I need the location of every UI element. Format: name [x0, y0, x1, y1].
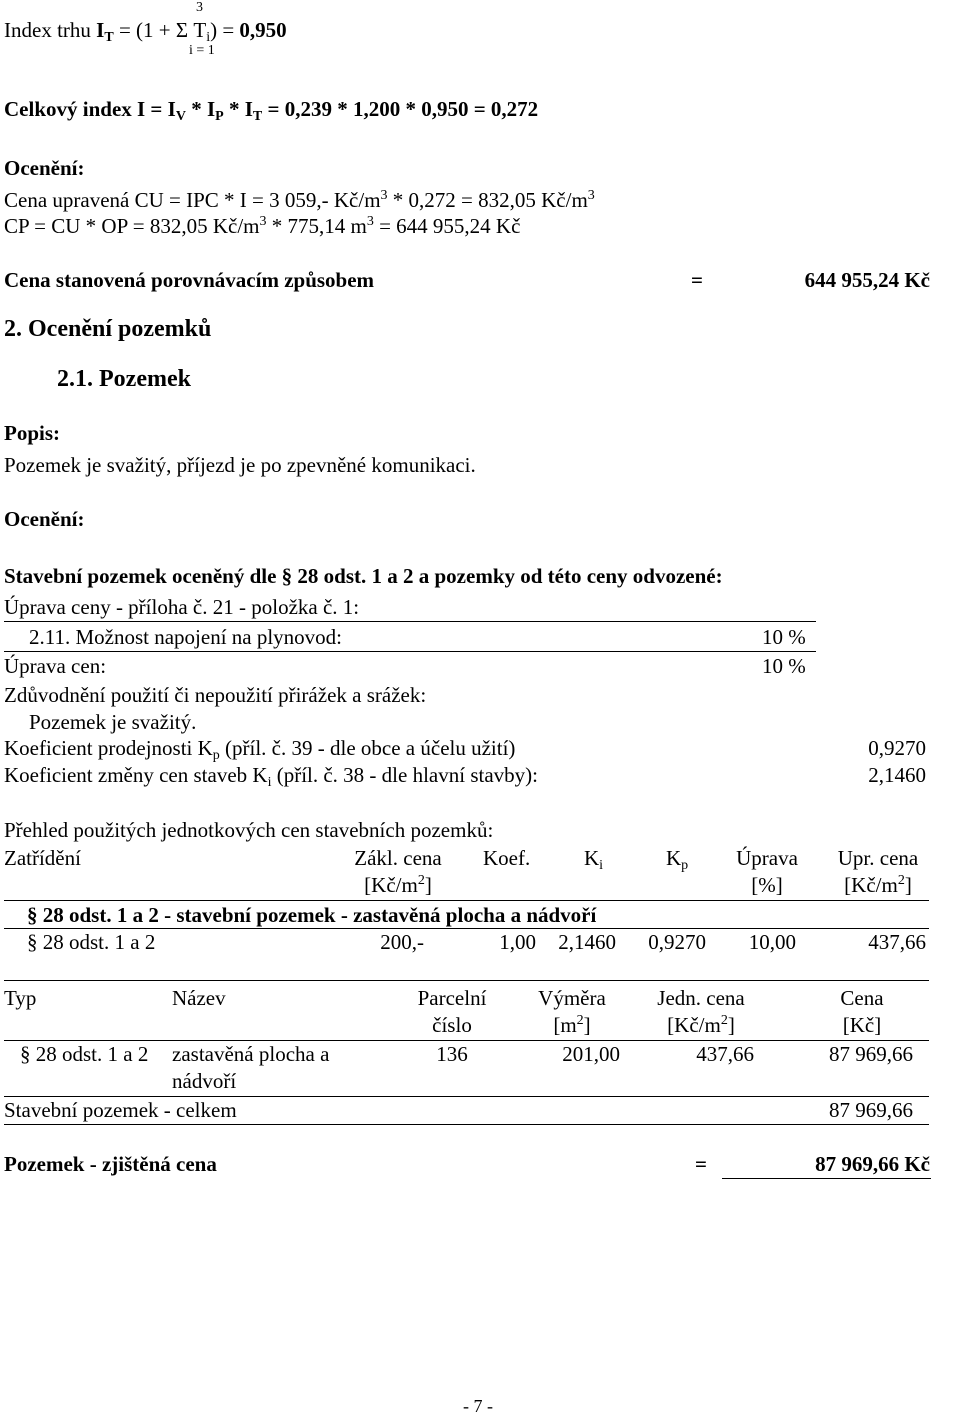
- table2-total-label: Stavební pozemek - celkem: [4, 1098, 237, 1122]
- table-row-ki: 2,1460: [558, 930, 616, 954]
- uprava-cen-label: Úprava cen:: [4, 654, 107, 678]
- table-row-upr: 437,66: [868, 930, 926, 954]
- col-jedn-cena: Jedn. cena: [657, 986, 745, 1010]
- divider: [4, 621, 816, 622]
- zduvodneni-line: Zdůvodnění použití či nepoužití přirážek a srážek:: [4, 683, 427, 707]
- col-zakl-cena-unit: $[Kč/m^2]$: [364, 873, 432, 897]
- table2-row-cena: 87 969,66: [829, 1042, 913, 1066]
- table-row-zatrideni: § 28 odst. 1 a 2: [27, 930, 156, 954]
- table-row-uprava: 10,00: [748, 930, 796, 954]
- col-kp: $K_p$: [666, 846, 689, 873]
- koeficient-prodejnosti-value: 0,9270: [868, 736, 926, 760]
- col-cena: Cena: [840, 986, 884, 1010]
- zjistena-cena-value: 87 969,66 Kč: [815, 1152, 930, 1176]
- cena-stanovena-eq: =: [691, 268, 703, 292]
- cp-line: CP = CU * OP = 832,05 $Kč/m^3 * 775,14$ $m^3 = 644$ 955,24 Kč: [4, 214, 521, 238]
- paragraph-symbol: §: [281, 564, 293, 588]
- page-number: - 7 -: [463, 1396, 493, 1416]
- zjistena-cena-label: Pozemek - zjištěná cena: [4, 1152, 217, 1176]
- col-typ: Typ: [4, 986, 37, 1010]
- col-parcelni-2: číslo: [432, 1013, 472, 1037]
- popis-text: Pozemek je svažitý, příjezd je po zpevněné komunikaci.: [4, 453, 476, 477]
- koeficient-zmeny-value: 2,1460: [868, 763, 926, 787]
- col-nazev: Název: [172, 986, 226, 1010]
- cena-stanovena-value: 644 955,24 Kč: [804, 268, 930, 292]
- index-trhu-value: 0,950: [239, 18, 287, 42]
- zjistena-cena-underline: [722, 1178, 931, 1179]
- section-title-oceneni-pozemku: 2. Ocenění pozemků: [4, 316, 212, 342]
- col-parcelni: Parcelní: [417, 986, 487, 1010]
- col-vymera-unit: $[m^2]$: [553, 1013, 591, 1037]
- table2-row-typ: § 28 odst. 1 a 2: [20, 1042, 149, 1066]
- cena-upravena-line: Cena upravená CU = IPC * I = 3 059,- $Kč/m^3 * 0,272 = 832,05$ $Kč/m^3$: [4, 188, 595, 212]
- group-row: § 28 odst. 1 a 2 - stavební pozemek - zastavěná plocha a nádvoří: [27, 903, 597, 927]
- col-uprava-unit: [%]: [751, 873, 783, 897]
- table2-row-jedn: 437,66: [696, 1042, 754, 1066]
- svazity-line: Pozemek je svažitý.: [29, 710, 197, 734]
- col-zatrideni: Zatřídění: [4, 846, 81, 870]
- col-jedn-cena-unit: $[Kč/m^2]$: [667, 1013, 735, 1037]
- table2-total-value: 87 969,66: [829, 1098, 913, 1122]
- col-upr-cena-unit: $[Kč/m^2]$: [844, 873, 912, 897]
- subsection-title-pozemek: 2.1. Pozemek: [57, 366, 191, 392]
- uprava-cen-value: 10 %: [762, 654, 806, 678]
- table2-header-divider: [4, 1040, 929, 1041]
- popis-heading: Popis:: [4, 421, 61, 445]
- table2-row-parcelni: 136: [436, 1042, 468, 1066]
- col-vymera: Výměra: [538, 986, 606, 1010]
- col-zakl-cena: Zákl. cena: [354, 846, 442, 870]
- koeficient-prodejnosti-line: Koeficient prodejnosti $K_p$ (příl. č. 39 - dle obce a účelu užití): [4, 736, 516, 763]
- table2-row-vymera: 201,00: [562, 1042, 620, 1066]
- col-koef: Koef.: [483, 846, 531, 870]
- sigma-lower-limit: i = 1: [189, 43, 215, 58]
- oceneni-heading-1: Ocenění:: [4, 156, 85, 180]
- group-divider: [4, 928, 929, 929]
- sigma-upper-limit: 3: [196, 0, 203, 15]
- table2-row-nazev: zastavěná plocha a: [172, 1042, 330, 1066]
- col-upr-cena: Upr. cena: [837, 846, 919, 870]
- uprava-ceny-line: Úprava ceny - příloha č. 21 - položka č. 1:: [4, 595, 360, 619]
- cena-stanovena-label: Cena stanovená porovnávacím způsobem: [4, 268, 375, 292]
- stavebni-pozemek-line: Stavební pozemek oceněný dle § 28 odst. 1 a 2 a pozemky od této ceny odvozené:: [4, 564, 723, 588]
- koeficient-zmeny-line: Koeficient změny cen staveb $K_i$ (příl. č. 38 - dle hlavní stavby):: [4, 763, 538, 790]
- index-trhu-line: Index trhu $I_T = (1 + \Sigma$ $T_i) = 0,950$: [4, 18, 287, 45]
- table2-bottom-rule: [4, 1124, 929, 1125]
- table-row-koef: 1,00: [499, 930, 536, 954]
- table-header-divider: [4, 900, 929, 901]
- prehled-heading: Přehled použitých jednotkových cen stavebních pozemků:: [4, 818, 494, 842]
- table2-row-divider: [4, 1096, 929, 1097]
- divider: [4, 651, 816, 652]
- sigma-symbol: Σ: [175, 18, 189, 42]
- col-cena-unit: [Kč]: [842, 1013, 882, 1037]
- table2-row-nazev-2: nádvoří: [172, 1069, 237, 1093]
- moznost-napojeni-value: 10 %: [762, 625, 806, 649]
- table2-top-rule: [4, 980, 929, 981]
- moznost-napojeni: 2.11. Možnost napojení na plynovod:: [29, 625, 343, 649]
- oceneni-heading-2: Ocenění:: [4, 507, 85, 531]
- col-uprava: Úprava: [736, 846, 798, 870]
- table-row-kp: 0,9270: [648, 930, 706, 954]
- celkovy-index-line: Celkový index $I = I_V * I_P * I_T = 0,239 * 1,200 * 0,950 = 0,272$: [4, 97, 539, 124]
- celkovy-index-value: 0,272: [490, 97, 539, 121]
- table-row-zakl: 200,-: [380, 930, 424, 954]
- zjistena-cena-eq: =: [695, 1152, 707, 1176]
- col-ki: $K_i$: [584, 846, 604, 873]
